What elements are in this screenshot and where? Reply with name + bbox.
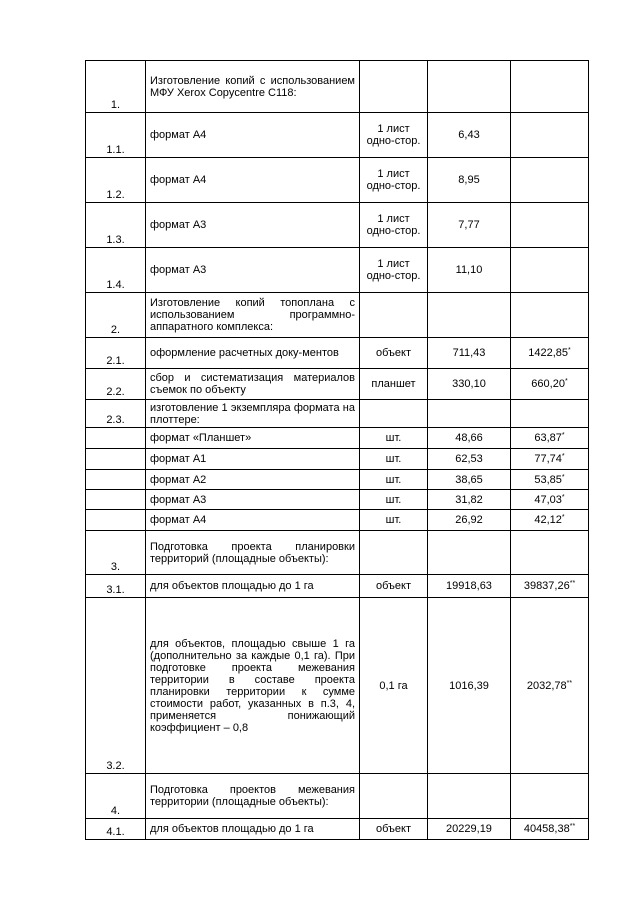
row-description-text: формат А2: [150, 473, 207, 486]
row-unit: [360, 531, 428, 575]
row-price-text: 62,53: [455, 453, 483, 465]
row-number: [86, 819, 146, 840]
row-number: [86, 470, 146, 490]
row-unit-text: шт.: [385, 514, 402, 526]
row-price: [428, 113, 511, 158]
table-row: [86, 510, 589, 531]
row-description-text: формат А3: [150, 493, 207, 506]
table-row: [86, 774, 589, 819]
row-unit: [360, 61, 428, 113]
row-price-text: 11,10: [455, 264, 483, 276]
row-description-text: Подготовка проекта планировки территорий (площадные объекты):: [150, 540, 355, 565]
table-row: [86, 470, 589, 490]
row-description: [146, 428, 360, 449]
row-number: [86, 490, 146, 510]
row-description: [146, 470, 360, 490]
row-total-text: 42,12: [534, 514, 562, 526]
row-number: [86, 531, 146, 575]
row-total: [511, 575, 589, 598]
row-price: [428, 248, 511, 293]
row-total: [511, 531, 589, 575]
row-unit: [360, 428, 428, 449]
row-number-text: 1.2.: [106, 189, 125, 201]
row-number: [86, 293, 146, 338]
row-number: [86, 338, 146, 369]
row-total: [511, 61, 589, 113]
row-price: [428, 510, 511, 531]
row-description-text: Изготовление копий топоплана с использованием программно-аппаратного комплекса:: [150, 297, 355, 333]
table-row: [86, 490, 589, 510]
row-unit: [360, 248, 428, 293]
row-price-text: 31,82: [455, 493, 483, 506]
row-number: [86, 203, 146, 248]
row-price: [428, 338, 511, 369]
row-unit-text: 0,1 га: [379, 679, 408, 692]
row-number-text: 4.: [110, 805, 121, 817]
row-unit-text: шт.: [385, 493, 402, 506]
table-row: [86, 428, 589, 449]
row-total: [511, 369, 589, 400]
row-total-text: 39837,26: [523, 580, 570, 592]
row-description: [146, 248, 360, 293]
row-unit: [360, 113, 428, 158]
row-number: [86, 400, 146, 428]
table-row: [86, 248, 589, 293]
row-total: [511, 203, 589, 248]
row-total-text: 63,87: [534, 432, 562, 444]
row-number: [86, 428, 146, 449]
row-total-text: 47,03: [534, 493, 562, 506]
row-total: [511, 338, 589, 369]
row-number-text: 2.2.: [106, 386, 125, 398]
row-unit-text: объект: [375, 823, 412, 835]
row-unit-text: шт.: [385, 453, 402, 465]
row-number: [86, 449, 146, 470]
row-unit-text: шт.: [385, 473, 402, 486]
row-unit: [360, 203, 428, 248]
row-description: [146, 369, 360, 400]
row-total: [511, 490, 589, 510]
row-description: [146, 113, 360, 158]
row-number: [86, 113, 146, 158]
row-price: [428, 470, 511, 490]
row-total: [511, 598, 589, 774]
row-description: [146, 819, 360, 840]
row-description-text: формат А3: [150, 264, 207, 276]
row-number-text: 1.: [110, 99, 121, 111]
footnote-mark: *: [568, 347, 571, 354]
row-unit: [360, 490, 428, 510]
row-description-text: сбор и систематизация материалов съемок по объекту: [150, 372, 355, 396]
row-price-text: 19918,63: [446, 580, 492, 592]
row-description: [146, 293, 360, 338]
row-description: [146, 510, 360, 531]
row-unit: [360, 293, 428, 338]
table-row: [86, 819, 589, 840]
row-price-text: 7,77: [458, 219, 480, 231]
row-price: [428, 293, 511, 338]
row-unit-text: объект: [375, 347, 412, 359]
row-number-text: 4.1.: [106, 826, 125, 838]
row-description: [146, 61, 360, 113]
row-description-text: для объектов площадью до 1 га: [150, 580, 314, 592]
row-total-text: 53,85: [534, 473, 562, 486]
row-price: [428, 203, 511, 248]
row-description: [146, 338, 360, 369]
row-description-text: формат А4: [150, 129, 207, 141]
row-number-text: 2.: [110, 324, 121, 336]
row-description-text: формат А3: [150, 219, 207, 231]
footnote-mark: **: [566, 679, 573, 687]
row-description: [146, 598, 360, 774]
row-number-text: 3.1.: [106, 584, 125, 596]
row-unit-text: 1 лист одно-стор.: [366, 258, 421, 282]
footnote-mark: **: [569, 823, 576, 830]
row-description-text: формат А1: [150, 453, 207, 465]
row-total: [511, 470, 589, 490]
row-number-text: 3.: [110, 561, 121, 573]
row-unit: [360, 470, 428, 490]
row-price-text: 38,65: [455, 473, 483, 486]
footnote-mark: *: [561, 432, 565, 439]
row-number: [86, 61, 146, 113]
row-number-text: 1.3.: [106, 234, 125, 246]
row-price: [428, 819, 511, 840]
row-total-text: 660,20: [531, 378, 565, 390]
row-description: [146, 531, 360, 575]
row-unit: [360, 369, 428, 400]
row-price: [428, 61, 511, 113]
row-total-text: 1422,85: [528, 347, 569, 359]
row-price-text: 711,43: [452, 347, 486, 359]
row-number: [86, 774, 146, 819]
row-price-text: 8,95: [458, 174, 480, 186]
row-description-text: формат А4: [150, 514, 207, 526]
row-unit: [360, 819, 428, 840]
row-price-text: 1016,39: [449, 679, 489, 692]
row-description: [146, 158, 360, 203]
row-number-text: 1.1.: [106, 144, 125, 156]
row-description-text: для объектов, площадью свыше 1 га (дополнительно за каждые 0,1 га). При подготовке проекта межевания территории в составе проекта планировки территории к сумме стоимости работ, указанных в п.3, 4, применяется понижающий коэффициент – 0,8: [150, 637, 355, 734]
table-row: [86, 598, 589, 774]
row-description: [146, 203, 360, 248]
row-number: [86, 369, 146, 400]
table-row: [86, 400, 589, 428]
price-table: [85, 60, 589, 840]
row-number-text: 2.3.: [106, 414, 125, 426]
row-total: [511, 293, 589, 338]
row-price: [428, 158, 511, 203]
row-total: [511, 819, 589, 840]
table-row: [86, 369, 589, 400]
table-row: [86, 338, 589, 369]
row-unit-text: объект: [375, 580, 412, 592]
row-unit: [360, 774, 428, 819]
row-unit-text: 1 лист одно-стор.: [366, 168, 421, 192]
row-number-text: 3.2.: [106, 760, 125, 772]
row-unit: [360, 449, 428, 470]
row-total: [511, 774, 589, 819]
row-number: [86, 598, 146, 774]
table-row: [86, 158, 589, 203]
row-unit-text: шт.: [385, 432, 402, 444]
row-total-text: 77,74: [534, 453, 562, 465]
row-unit: [360, 338, 428, 369]
row-total: [511, 248, 589, 293]
row-number: [86, 575, 146, 598]
row-total: [511, 428, 589, 449]
row-number-text: 2.1.: [106, 355, 125, 367]
row-description: [146, 774, 360, 819]
row-number: [86, 158, 146, 203]
row-number: [86, 248, 146, 293]
row-price-text: 6,43: [458, 129, 480, 141]
table-row: [86, 113, 589, 158]
price-table-body: [86, 61, 589, 840]
footnote-mark: *: [561, 453, 565, 460]
row-description: [146, 575, 360, 598]
row-price-text: 330,10: [452, 378, 486, 390]
footnote-mark: *: [561, 493, 565, 501]
row-total-text: 40458,38: [523, 823, 570, 835]
row-unit: [360, 598, 428, 774]
row-unit: [360, 158, 428, 203]
row-unit-text: планшет: [371, 378, 416, 390]
row-number-text: 1.4.: [106, 279, 125, 291]
row-description-text: формат «Планшет»: [150, 432, 252, 444]
row-unit-text: 1 лист одно-стор.: [366, 123, 421, 147]
row-price: [428, 575, 511, 598]
row-description-text: формат А4: [150, 174, 207, 186]
row-total: [511, 113, 589, 158]
table-row: [86, 575, 589, 598]
row-number: [86, 510, 146, 531]
row-price: [428, 598, 511, 774]
table-row: [86, 531, 589, 575]
table-row: [86, 293, 589, 338]
row-price: [428, 369, 511, 400]
row-unit: [360, 510, 428, 531]
table-row: [86, 203, 589, 248]
row-description: [146, 400, 360, 428]
row-description-text: оформление расчетных доку-ментов: [150, 347, 339, 359]
row-price: [428, 490, 511, 510]
row-price: [428, 428, 511, 449]
row-price: [428, 531, 511, 575]
table-row: [86, 61, 589, 113]
table-row: [86, 449, 589, 470]
footnote-mark: **: [569, 580, 576, 587]
row-unit: [360, 400, 428, 428]
row-description-text: для объектов площадью до 1 га: [150, 823, 314, 835]
row-total: [511, 400, 589, 428]
row-price: [428, 400, 511, 428]
row-unit-text: 1 лист одно-стор.: [366, 213, 421, 237]
row-unit: [360, 575, 428, 598]
row-total: [511, 449, 589, 470]
footnote-mark: *: [564, 378, 568, 385]
row-total: [511, 510, 589, 531]
row-description-text: Подготовка проектов межевания территории (площадные объекты):: [150, 784, 355, 808]
footnote-mark: *: [561, 473, 565, 481]
row-price-text: 26,92: [455, 514, 483, 526]
row-description: [146, 490, 360, 510]
row-description: [146, 449, 360, 470]
row-price: [428, 449, 511, 470]
row-description-text: изготовление 1 экземпляра формата на плоттере:: [150, 401, 355, 426]
row-total: [511, 158, 589, 203]
row-price: [428, 774, 511, 819]
row-total-text: 2032,78: [526, 679, 567, 692]
row-price-text: 20229,19: [446, 823, 492, 835]
row-price-text: 48,66: [455, 432, 483, 444]
footnote-mark: *: [561, 514, 565, 521]
row-description-text: Изготовление копий с использованием МФУ Xerox Copycentre C118:: [150, 74, 355, 99]
